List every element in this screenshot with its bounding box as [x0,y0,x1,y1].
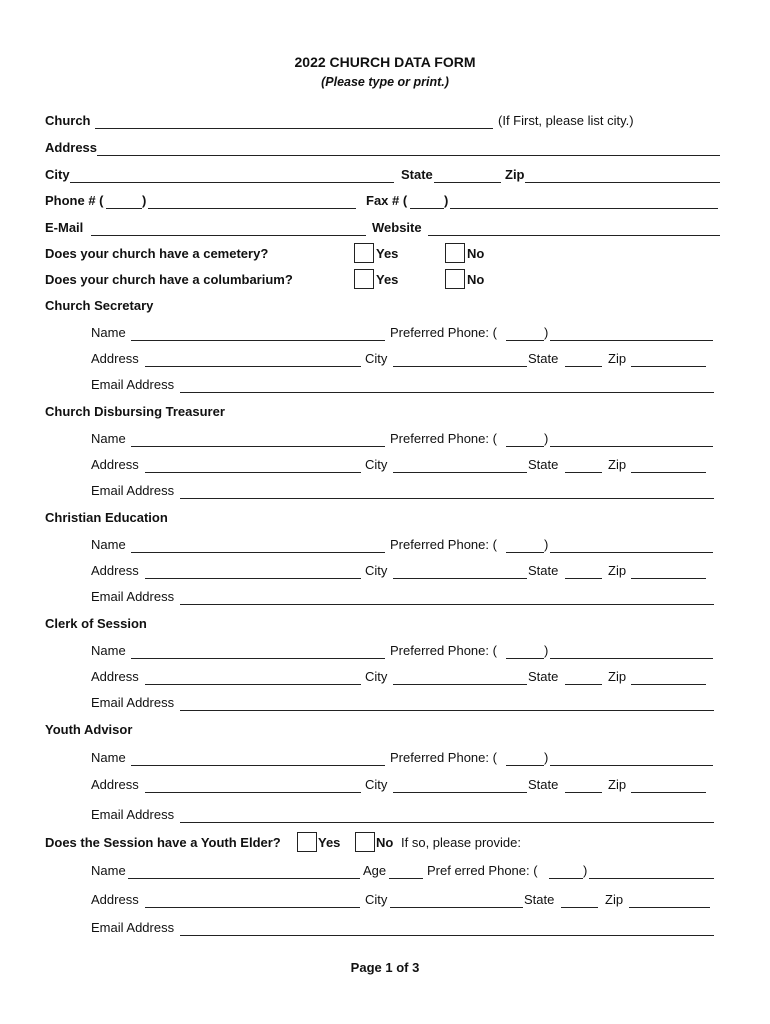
section-1-email-label: Email Address [91,483,175,498]
cemetery-yes-label: Yes [376,246,399,261]
youth-elder-note: If so, please provide: [401,835,521,850]
youth-elder-zip-field[interactable] [629,907,710,908]
columbarium-yes-checkbox[interactable] [354,269,374,289]
section-0-address-field[interactable] [145,366,361,367]
city-label: City [45,167,70,182]
section-1-zip-field[interactable] [631,472,706,473]
youth-elder-email-label: Email Address [91,920,175,935]
section-2-state-label: State [528,563,559,578]
form-title: 2022 CHURCH DATA FORM [294,54,476,70]
email-label: E-Mail [45,220,84,235]
columbarium-no-label: No [467,272,485,287]
section-4-name-field[interactable] [131,765,385,766]
youth-elder-age-field[interactable] [389,878,423,879]
section-0-city-field[interactable] [393,366,527,367]
fax-close: ) [444,193,449,208]
section-3-heading: Clerk of Session [45,616,147,631]
section-1-city-field[interactable] [393,472,527,473]
cemetery-question: Does your church have a cemetery? [45,246,269,261]
section-3-phone-label: Preferred Phone: ( [390,643,497,658]
section-3-state-field[interactable] [565,684,602,685]
youth-elder-zip-label: Zip [605,892,624,907]
section-4-state-label: State [528,777,559,792]
section-3-email-field[interactable] [180,710,714,711]
phone-field[interactable] [148,208,356,209]
section-2-address-field[interactable] [145,578,361,579]
form-subtitle: (Please type or print.) [321,75,449,89]
church-field[interactable] [95,128,493,129]
section-2-address-label: Address [91,563,139,578]
section-0-zip-label: Zip [608,351,627,366]
section-0-email-field[interactable] [180,392,714,393]
section-4-heading: Youth Advisor [45,722,133,737]
zip-label: Zip [505,167,525,182]
section-3-name-label: Name [91,643,126,658]
section-2-phone-close: ) [544,537,549,552]
section-3-email-label: Email Address [91,695,175,710]
section-0-state-label: State [528,351,559,366]
church-label: Church [45,113,91,128]
section-1-phone-close: ) [544,431,549,446]
youth-elder-city-label: City [365,892,388,907]
section-1-city-label: City [365,457,388,472]
section-1-email-field[interactable] [180,498,714,499]
youth-elder-yes-checkbox[interactable] [297,832,317,852]
youth-elder-phone-area-field[interactable] [549,878,583,879]
youth-elder-state-field[interactable] [561,907,598,908]
section-2-email-label: Email Address [91,589,175,604]
section-2-phone-label: Preferred Phone: ( [390,537,497,552]
section-2-city-label: City [365,563,388,578]
section-3-city-field[interactable] [393,684,527,685]
fax-label: Fax # ( [366,193,408,208]
youth-elder-phone-field[interactable] [589,878,714,879]
section-4-phone-area-field[interactable] [506,765,544,766]
section-0-state-field[interactable] [565,366,602,367]
section-4-phone-label: Preferred Phone: ( [390,750,497,765]
section-2-zip-field[interactable] [631,578,706,579]
fax-area-field[interactable] [410,208,444,209]
section-2-name-field[interactable] [131,552,385,553]
section-4-email-label: Email Address [91,807,175,822]
section-1-address-field[interactable] [145,472,361,473]
section-1-phone-field[interactable] [550,446,713,447]
section-4-phone-field[interactable] [550,765,713,766]
youth-elder-address-label: Address [91,892,139,907]
section-1-phone-label: Preferred Phone: ( [390,431,497,446]
section-1-phone-area-field[interactable] [506,446,544,447]
section-0-phone-close: ) [544,325,549,340]
section-4-name-label: Name [91,750,126,765]
youth-elder-yes-label: Yes [318,835,341,850]
youth-elder-city-field[interactable] [390,907,523,908]
section-3-phone-close: ) [544,643,549,658]
state-label: State [401,167,433,182]
youth-elder-no-label: No [376,835,394,850]
phone-close: ) [142,193,147,208]
youth-elder-name-label: Name [91,863,126,878]
section-0-city-label: City [365,351,388,366]
cemetery-no-checkbox[interactable] [445,243,465,263]
section-2-email-field[interactable] [180,604,714,605]
section-3-address-field[interactable] [145,684,361,685]
section-2-zip-label: Zip [608,563,627,578]
youth-elder-phone-label: Pref erred Phone: ( [427,863,538,878]
section-3-city-label: City [365,669,388,684]
section-4-zip-field[interactable] [631,792,706,793]
section-1-name-field[interactable] [131,446,385,447]
city-field[interactable] [70,182,394,183]
columbarium-no-checkbox[interactable] [445,269,465,289]
youth-elder-age-label: Age [363,863,387,878]
section-2-phone-area-field[interactable] [506,552,544,553]
section-1-address-label: Address [91,457,139,472]
section-3-name-field[interactable] [131,658,385,659]
section-0-phone-label: Preferred Phone: ( [390,325,497,340]
zip-field[interactable] [525,182,720,183]
youth-elder-no-checkbox[interactable] [355,832,375,852]
fax-field[interactable] [450,208,718,209]
youth-elder-question: Does the Session have a Youth Elder? [45,835,281,850]
section-4-city-label: City [365,777,388,792]
church-note: (If First, please list city.) [498,113,634,128]
section-0-name-field[interactable] [131,340,385,341]
section-2-phone-field[interactable] [550,552,713,553]
section-1-state-label: State [528,457,559,472]
section-2-state-field[interactable] [565,578,602,579]
section-3-phone-area-field[interactable] [506,658,544,659]
youth-elder-phone-close: ) [583,863,588,878]
website-label: Website [372,220,422,235]
section-0-phone-area-field[interactable] [506,340,544,341]
section-4-email-field[interactable] [180,822,714,823]
phone-label: Phone # ( [45,193,104,208]
columbarium-yes-label: Yes [376,272,399,287]
section-4-address-label: Address [91,777,139,792]
section-3-zip-field[interactable] [631,684,706,685]
section-4-zip-label: Zip [608,777,627,792]
address-label: Address [45,140,98,155]
section-4-phone-close: ) [544,750,549,765]
page-number: Page 1 of 3 [350,960,420,975]
columbarium-question: Does your church have a columbarium? [45,272,293,287]
section-0-email-label: Email Address [91,377,175,392]
cemetery-yes-checkbox[interactable] [354,243,374,263]
section-2-name-label: Name [91,537,126,552]
website-field[interactable] [428,235,720,236]
section-0-address-label: Address [91,351,139,366]
section-4-address-field[interactable] [145,792,361,793]
section-3-address-label: Address [91,669,139,684]
section-2-city-field[interactable] [393,578,527,579]
address-field[interactable] [97,155,720,156]
section-0-name-label: Name [91,325,126,340]
section-1-state-field[interactable] [565,472,602,473]
section-3-zip-label: Zip [608,669,627,684]
state-field[interactable] [434,182,501,183]
section-3-state-label: State [528,669,559,684]
youth-elder-email-field[interactable] [180,935,714,936]
section-1-zip-label: Zip [608,457,627,472]
youth-elder-name-field[interactable] [128,878,360,879]
cemetery-no-label: No [467,246,485,261]
section-0-zip-field[interactable] [631,366,706,367]
youth-elder-state-label: State [524,892,555,907]
phone-area-field[interactable] [106,208,142,209]
section-1-name-label: Name [91,431,126,446]
section-4-city-field[interactable] [393,792,527,793]
section-4-state-field[interactable] [565,792,602,793]
section-2-heading: Christian Education [45,510,168,525]
email-field[interactable] [91,235,366,236]
section-0-phone-field[interactable] [550,340,713,341]
youth-elder-address-field[interactable] [145,907,360,908]
section-1-heading: Church Disbursing Treasurer [45,404,225,419]
section-0-heading: Church Secretary [45,298,154,313]
section-3-phone-field[interactable] [550,658,713,659]
